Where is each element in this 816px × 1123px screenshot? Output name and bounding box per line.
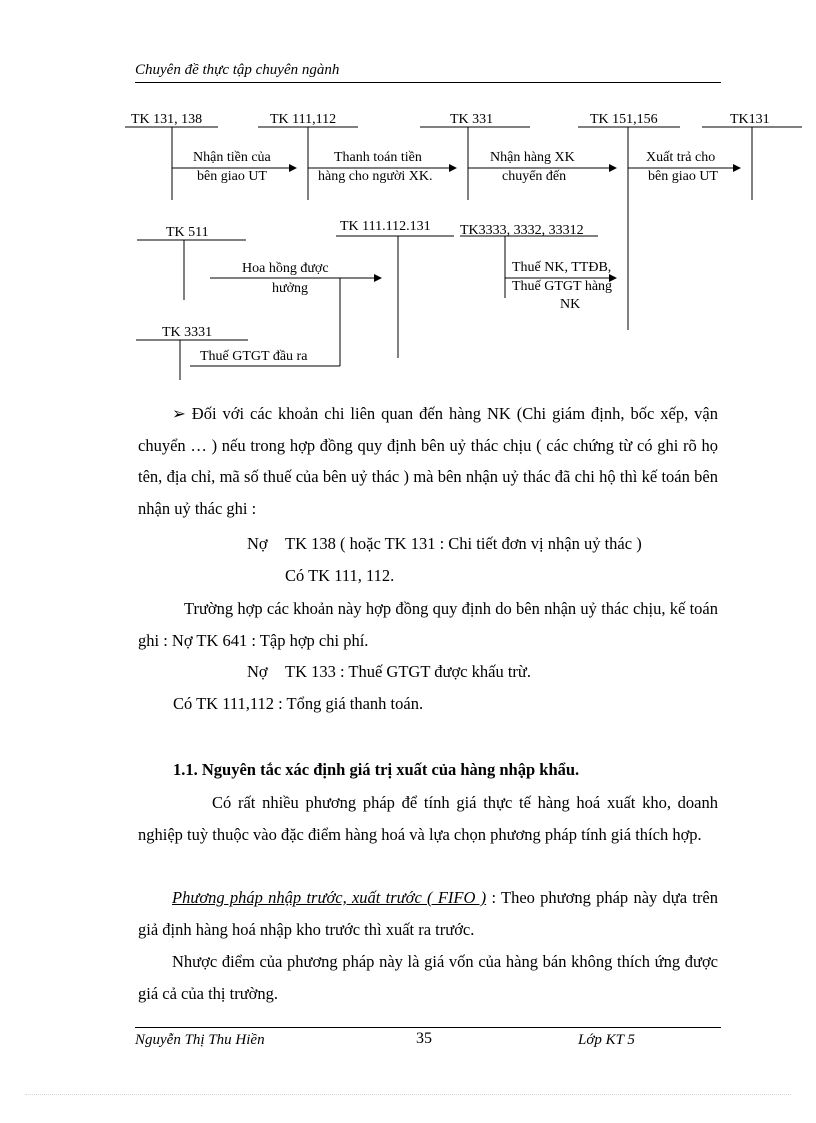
page-edge-dots [25,1094,791,1095]
paragraph-1-text: Đối với các khoản chi liên quan đến hàng NK (Chi giám định, bốc xếp, vận chuyển … ) nếu trong hợp đồng quy định bên uỷ thác chịu ( các chứng từ có ghi rõ họ tên, địa chỉ, mã số thuế của bên uỷ thác ) mà bên nhận uỷ thác đã chi hộ thì kế toán bên nhận uỷ thác ghi : [138,404,718,518]
footer-class: Lớp KT 5 [578,1032,635,1048]
entry2-credit: Có TK 111,112 : Tổng giá thanh toán. [173,694,424,713]
f6-line2: Thuế GTGT hàng [512,279,613,294]
entry2-no-label: Nợ [247,662,268,681]
f1-line2: bên giao UT [197,169,267,184]
page-header-title: Chuyên đề thực tập chuyên ngành [135,62,340,78]
f1-line1: Nhận tiền của [193,150,271,165]
f3-line2: chuyển đến [502,169,567,184]
header-rule [135,82,721,83]
f5-line2: hưởng [272,281,308,296]
entry2-debit: TK 133 : Thuế GTGT được khấu trừ. [285,662,531,681]
f7-line1: Thuế GTGT đầu ra [200,349,308,364]
paragraph-4-text: : Theo phương pháp này dựa trên giả định hàng hoá nhập kho trước thì xuất ra trước. [138,888,718,939]
label-tk3333: TK3333, 3332, 33312 [460,223,584,238]
f4-line2: bên giao UT [648,169,718,184]
f6-line1: Thuế NK, TTĐB, [512,260,612,275]
paragraph-1 [138,398,718,524]
label-tk111-112-131: TK 111.112.131 [340,219,431,234]
entry1-credit: Có TK 111, 112. [285,566,395,585]
f3-line1: Nhận hàng XK [490,150,575,165]
entry1-no-label: Nợ [247,534,268,553]
bullet-icon: ➢ [172,404,186,423]
label-tk3331: TK 3331 [162,325,213,340]
label-tk151-156: TK 151,156 [590,112,658,127]
footer-author: Nguyễn Thị Thu Hiền [135,1032,265,1048]
paragraph-5 [138,946,718,1009]
paragraph-3-text: Có rất nhiều phương pháp để tính giá thực tế hàng hoá xuất kho, doanh nghiệp tuỳ thuộc vào đặc điểm hàng hoá và lựa chọn phương pháp tính giá thích hợp. [138,793,718,844]
f2-line1: Thanh toán tiền [334,150,422,165]
paragraph-4 [138,882,718,945]
page-number: 35 [416,1030,432,1047]
f2-line2: hàng cho người XK. [318,169,433,184]
label-tk131-138: TK 131, 138 [131,112,203,127]
label-tk131: TK131 [730,112,770,127]
label-tk331: TK 331 [450,112,494,127]
paragraph-2-text: Trường hợp các khoản này hợp đồng quy định do bên nhận uỷ thác chịu, kế toán ghi : Nợ TK 641 : Tập hợp chi phí. [138,599,718,650]
f6-line3: NK [560,297,581,312]
f4-line1: Xuất trả cho [646,150,716,165]
footer-rule [135,1027,721,1028]
paragraph-2 [138,593,718,656]
section-heading: 1.1. Nguyên tắc xác định giá trị xuất của hàng nhập khẩu. [173,760,580,779]
accounting-diagram [0,100,816,390]
paragraph-3 [138,787,718,850]
f5-line1: Hoa hồng được [242,261,329,276]
label-tk111-112: TK 111,112 [270,112,337,127]
entry1-debit: TK 138 ( hoặc TK 131 : Chi tiết đơn vị nhận uỷ thác ) [285,534,642,553]
paragraph-5-text: Nhược điểm của phương pháp này là giá vốn của hàng bán không thích ứng được giá cả của thị trường. [138,952,718,1003]
fifo-method-label: Phương pháp nhập trước, xuất trước ( FIFO ) [172,888,487,907]
label-tk511: TK 511 [166,225,209,240]
